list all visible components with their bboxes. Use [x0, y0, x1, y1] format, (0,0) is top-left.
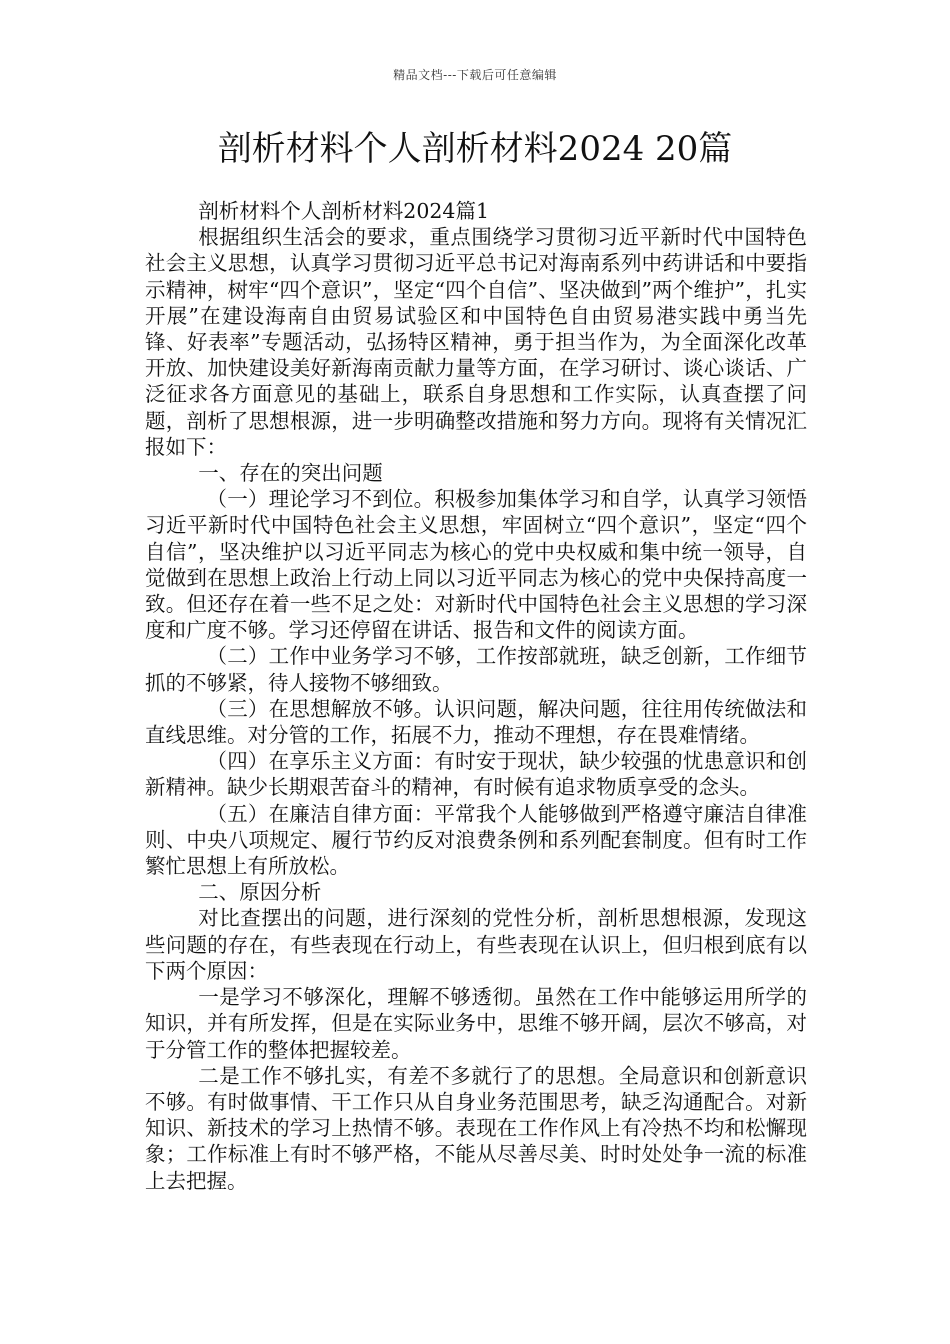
paragraph-cause-1: 一是学习不够深化，理解不够透彻。虽然在工作中能够运用所学的知识，并有所发挥，但是在实际业务中，思维不够开阔，层次不够高，对于分管工作的整体把握较差。: [145, 985, 807, 1062]
paragraph-problem-1: （一）理论学习不到位。积极参加集体学习和自学，认真学习领悟习近平新时代中国特色社会主义思想，牢固树立“四个意识”，坚定“四个自信”，坚决维护以习近平同志为核心的党中央权威和集中统一领导，自觉做到在思想上政治上行动上同以习近平同志为核心的党中央保持高度一致。但还存在着一些不足之处：对新时代中国特色社会主义思想的学习深度和广度不够。学习还停留在讲话、报告和文件的阅读方面。: [145, 487, 807, 643]
paragraph-cause-intro: 对比查摆出的问题，进行深刻的党性分析，剖析思想根源，发现这些问题的存在，有些表现在行动上，有些表现在认识上，但归根到底有以下两个原因：: [145, 906, 807, 983]
paragraph-problem-3: （三）在思想解放不够。认识问题，解决问题，往往用传统做法和直线思维。对分管的工作，拓展不力，推动不理想，存在畏难情绪。: [145, 696, 807, 748]
paragraph-problem-4: （四）在享乐主义方面：有时安于现状，缺少较强的忧患意识和创新精神。缺少长期艰苦奋斗的精神，有时候有追求物质享受的念头。: [145, 749, 807, 800]
paragraph-problem-2: （二）工作中业务学习不够，工作按部就班，缺乏创新，工作细节抓的不够紧，待人接物不够细致。: [145, 644, 807, 695]
paragraph-intro: 根据组织生活会的要求，重点围绕学习贯彻习近平新时代中国特色社会主义思想，认真学习贯彻习近平总书记对海南系列中药讲话和中要指示精神，树牢“四个意识”，坚定“四个自信”、坚决做到”两个维护”，扎实开展”在建设海南自由贸易试验区和中国特色自由贸易港实践中勇当先锋、好表率”专题活动，弘扬特区精神，勇于担当作为，为全面深化改革开放、加快建设美好新海南贡献力量等方面，在学习研讨、谈心谈话、广泛征求各方面意见的基础上，联系自身思想和工作实际，认真查摆了问题，剖析了思想根源，进一步明确整改措施和努力方向。现将有关情况汇报如下：: [145, 225, 807, 459]
page-header-note: 精品文档---下载后可任意编辑: [393, 68, 557, 82]
section-heading-problems: 一、存在的突出问题: [198, 461, 383, 486]
paragraph-problem-5: （五）在廉洁自律方面：平常我个人能够做到严格遵守廉洁自律准则、中央八项规定、履行节约反对浪费条例和系列配套制度。但有时工作繁忙思想上有所放松。: [145, 801, 807, 879]
section-heading-causes: 二、原因分析: [198, 880, 322, 905]
section-heading-article-1: 剖析材料个人剖析材料2024篇1: [198, 199, 490, 223]
document-body: [145, 198, 807, 1194]
document-title: 剖析材料个人剖析材料2024 20篇: [217, 129, 733, 169]
paragraph-cause-2: 二是工作不够扎实，有差不多就行了的思想。全局意识和创新意识不够。有时做事情、干工作只从自身业务范围思考，缺乏沟通配合。对新知识、新技术的学习上热情不够。表现在工作作风上有冷热不均和松懈现象；工作标准上有时不够严格，不能从尽善尽美、时时处处争一流的标准上去把握。: [145, 1063, 807, 1193]
